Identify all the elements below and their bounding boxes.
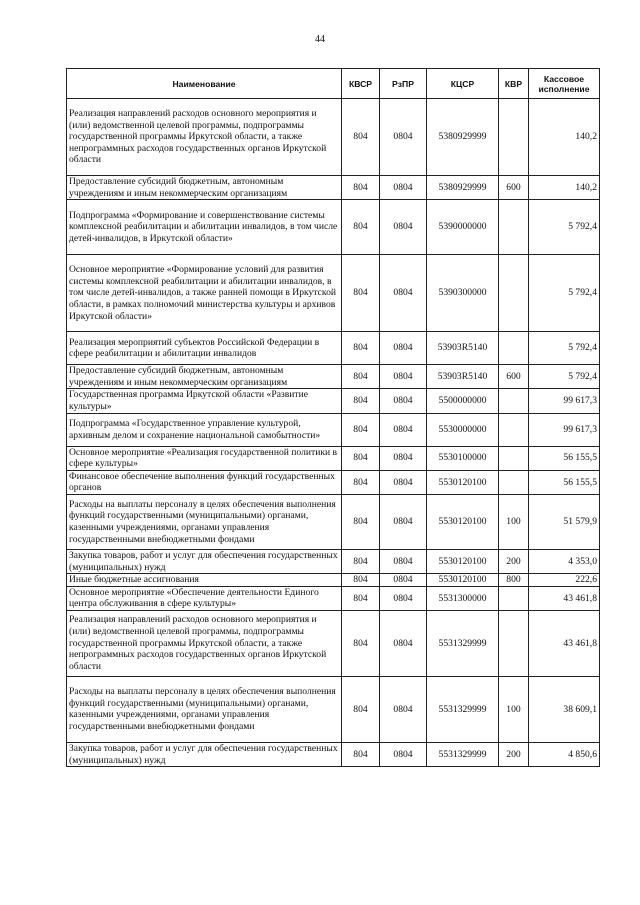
- row-kvsr-cell: 804: [342, 99, 380, 176]
- row-name-cell: Государственная программа Иркутской области «Развитие культуры»: [67, 389, 342, 413]
- row-kcsr-cell: 5380929999: [427, 99, 499, 176]
- row-name-cell: Реализация направлений расходов основного мероприятия и (или) ведомственной целевой программы, подпрограммы государственной программы Иркутской области, а также непрограммных расходов государственных органов Иркутской области: [67, 99, 342, 176]
- row-sum-cell: 51 579,9: [529, 494, 600, 549]
- row-kvr-cell: 200: [499, 549, 529, 573]
- row-name-cell: Предоставление субсидий бюджетным, автономным учреждениям и иным некоммерческим организациям: [67, 365, 342, 389]
- row-kvsr-cell: 804: [342, 470, 380, 494]
- row-sum-cell: 43 461,8: [529, 610, 600, 676]
- row-name-cell: Предоставление субсидий бюджетным, автономным учреждениям и иным некоммерческим организациям: [67, 176, 342, 200]
- row-name-cell: Реализация направлений расходов основного мероприятия и (или) ведомственной целевой программы, подпрограммы государственной программы Иркутской области, а также непрограммных расходов государственных органов Иркутской области: [67, 610, 342, 676]
- row-kvr-cell: [499, 586, 529, 610]
- row-kvsr-cell: 804: [342, 742, 380, 766]
- row-sum-cell: 222,6: [529, 574, 600, 587]
- table-row: [67, 676, 600, 742]
- header-kcsr: КЦСР: [427, 69, 499, 99]
- row-kvsr-cell: 804: [342, 365, 380, 389]
- row-kvr-cell: [499, 389, 529, 413]
- row-name-cell: Основное мероприятие «Обеспечение деятельности Единого центра обслуживания в сфере культуры»: [67, 586, 342, 610]
- row-kcsr-cell: 5531300000: [427, 586, 499, 610]
- row-rzpr-cell: 0804: [380, 470, 427, 494]
- row-kvr-cell: 600: [499, 176, 529, 200]
- row-rzpr-cell: 0804: [380, 549, 427, 573]
- row-sum-cell: 43 461,8: [529, 586, 600, 610]
- row-rzpr-cell: 0804: [380, 176, 427, 200]
- table-row: [67, 494, 600, 549]
- table-row: [67, 176, 600, 200]
- row-kvr-cell: [499, 610, 529, 676]
- table-row: [67, 470, 600, 494]
- row-name-cell: Подпрограмма «Формирование и совершенствование системы комплексной реабилитации и абилитации инвалидов, в том числе детей-инвалидов, в Иркутской области»: [67, 200, 342, 255]
- row-name-cell: Подпрограмма «Государственное управление культурой, архивным делом и сохранение национальной самобытности»: [67, 413, 342, 446]
- table-row: [67, 446, 600, 470]
- row-name-cell: Финансовое обеспечение выполнения функций государственных органов: [67, 470, 342, 494]
- row-rzpr-cell: 0804: [380, 446, 427, 470]
- row-kvr-cell: [499, 413, 529, 446]
- row-name-cell: Расходы на выплаты персоналу в целях обеспечения выполнения функций государственными (муниципальными) органами, казенными учреждениями, органами управления государственными внебюджетными фондами: [67, 676, 342, 742]
- table-row: [67, 742, 600, 766]
- row-kvr-cell: [499, 446, 529, 470]
- row-sum-cell: 5 792,4: [529, 332, 600, 365]
- row-kvr-cell: [499, 470, 529, 494]
- row-kvr-cell: [499, 200, 529, 255]
- row-kcsr-cell: 5390000000: [427, 200, 499, 255]
- row-kvsr-cell: 804: [342, 255, 380, 332]
- row-name-cell: Иные бюджетные ассигнования: [67, 574, 342, 587]
- row-name-cell: Расходы на выплаты персоналу в целях обеспечения выполнения функций государственными (муниципальными) органами, казенными учреждениями, органами управления государственными внебюджетными фондами: [67, 494, 342, 549]
- row-name-cell: Основное мероприятие «Реализация государственной политики в сфере культуры»: [67, 446, 342, 470]
- row-kvsr-cell: 804: [342, 676, 380, 742]
- row-kvr-cell: 600: [499, 365, 529, 389]
- table-row: [67, 610, 600, 676]
- row-kvr-cell: [499, 99, 529, 176]
- row-kvsr-cell: 804: [342, 574, 380, 587]
- row-sum-cell: 5 792,4: [529, 255, 600, 332]
- row-name-cell: Закупка товаров, работ и услуг для обеспечения государственных (муниципальных) нужд: [67, 742, 342, 766]
- row-sum-cell: 5 792,4: [529, 365, 600, 389]
- row-kcsr-cell: 53903R5140: [427, 365, 499, 389]
- row-kvr-cell: 800: [499, 574, 529, 587]
- table-row: [67, 200, 600, 255]
- table-row: [67, 574, 600, 587]
- row-rzpr-cell: 0804: [380, 332, 427, 365]
- row-kvsr-cell: 804: [342, 200, 380, 255]
- row-rzpr-cell: 0804: [380, 200, 427, 255]
- row-sum-cell: 4 353,0: [529, 549, 600, 573]
- row-kcsr-cell: 5500000000: [427, 389, 499, 413]
- row-rzpr-cell: 0804: [380, 742, 427, 766]
- table-row: [67, 99, 600, 176]
- header-kvr: КВР: [499, 69, 529, 99]
- table-row: [67, 255, 600, 332]
- row-kvsr-cell: 804: [342, 389, 380, 413]
- table-row: [67, 549, 600, 573]
- row-kvsr-cell: 804: [342, 494, 380, 549]
- row-sum-cell: 140,2: [529, 176, 600, 200]
- row-rzpr-cell: 0804: [380, 255, 427, 332]
- row-kvsr-cell: 804: [342, 332, 380, 365]
- row-sum-cell: 56 155,5: [529, 470, 600, 494]
- table-row: [67, 332, 600, 365]
- table-header-row: [67, 69, 600, 99]
- budget-table: [66, 68, 600, 767]
- row-kcsr-cell: 5531329999: [427, 742, 499, 766]
- table-row: [67, 365, 600, 389]
- row-sum-cell: 99 617,3: [529, 389, 600, 413]
- row-kcsr-cell: 5530120100: [427, 574, 499, 587]
- row-sum-cell: 38 609,1: [529, 676, 600, 742]
- row-rzpr-cell: 0804: [380, 610, 427, 676]
- table-body: [67, 99, 600, 767]
- header-name: Наименование: [67, 69, 342, 99]
- row-kcsr-cell: 5530120100: [427, 494, 499, 549]
- row-kvr-cell: [499, 255, 529, 332]
- row-rzpr-cell: 0804: [380, 99, 427, 176]
- row-rzpr-cell: 0804: [380, 676, 427, 742]
- row-sum-cell: 56 155,5: [529, 446, 600, 470]
- row-kcsr-cell: 5530000000: [427, 413, 499, 446]
- row-rzpr-cell: 0804: [380, 494, 427, 549]
- row-name-cell: Закупка товаров, работ и услуг для обеспечения государственных (муниципальных) нужд: [67, 549, 342, 573]
- row-kvr-cell: 100: [499, 676, 529, 742]
- row-sum-cell: 140,2: [529, 99, 600, 176]
- row-kvr-cell: [499, 332, 529, 365]
- row-kvsr-cell: 804: [342, 413, 380, 446]
- row-rzpr-cell: 0804: [380, 365, 427, 389]
- row-kcsr-cell: 5530120100: [427, 549, 499, 573]
- row-kvsr-cell: 804: [342, 586, 380, 610]
- row-name-cell: Основное мероприятие «Формирование условий для развития системы комплексной реабилитации и абилитации инвалидов, в том числе детей-инвалидов, а также ранней помощи в Иркутской области, в рамках полномочий министерства культуры и архивов Иркутской области»: [67, 255, 342, 332]
- row-rzpr-cell: 0804: [380, 574, 427, 587]
- row-sum-cell: 5 792,4: [529, 200, 600, 255]
- row-kvsr-cell: 804: [342, 610, 380, 676]
- header-rzpr: РзПР: [380, 69, 427, 99]
- row-rzpr-cell: 0804: [380, 586, 427, 610]
- row-kcsr-cell: 5530100000: [427, 446, 499, 470]
- row-kcsr-cell: 5380929999: [427, 176, 499, 200]
- table-row: [67, 413, 600, 446]
- row-rzpr-cell: 0804: [380, 413, 427, 446]
- row-kvr-cell: 200: [499, 742, 529, 766]
- row-kvsr-cell: 804: [342, 446, 380, 470]
- table-row: [67, 389, 600, 413]
- header-sum: Кассовое исполнение: [529, 69, 600, 99]
- row-kvsr-cell: 804: [342, 176, 380, 200]
- header-kvsr: КВСР: [342, 69, 380, 99]
- row-kcsr-cell: 5390300000: [427, 255, 499, 332]
- row-kcsr-cell: 5531329999: [427, 610, 499, 676]
- row-name-cell: Реализация мероприятий субъектов Российской Федерации в сфере реабилитации и абилитации инвалидов: [67, 332, 342, 365]
- row-sum-cell: 4 850,6: [529, 742, 600, 766]
- row-kcsr-cell: 53903R5140: [427, 332, 499, 365]
- table-row: [67, 586, 600, 610]
- row-rzpr-cell: 0804: [380, 389, 427, 413]
- row-kvr-cell: 100: [499, 494, 529, 549]
- row-sum-cell: 99 617,3: [529, 413, 600, 446]
- row-kcsr-cell: 5531329999: [427, 676, 499, 742]
- row-kcsr-cell: 5530120100: [427, 470, 499, 494]
- page-number: 44: [315, 34, 325, 45]
- row-kvsr-cell: 804: [342, 549, 380, 573]
